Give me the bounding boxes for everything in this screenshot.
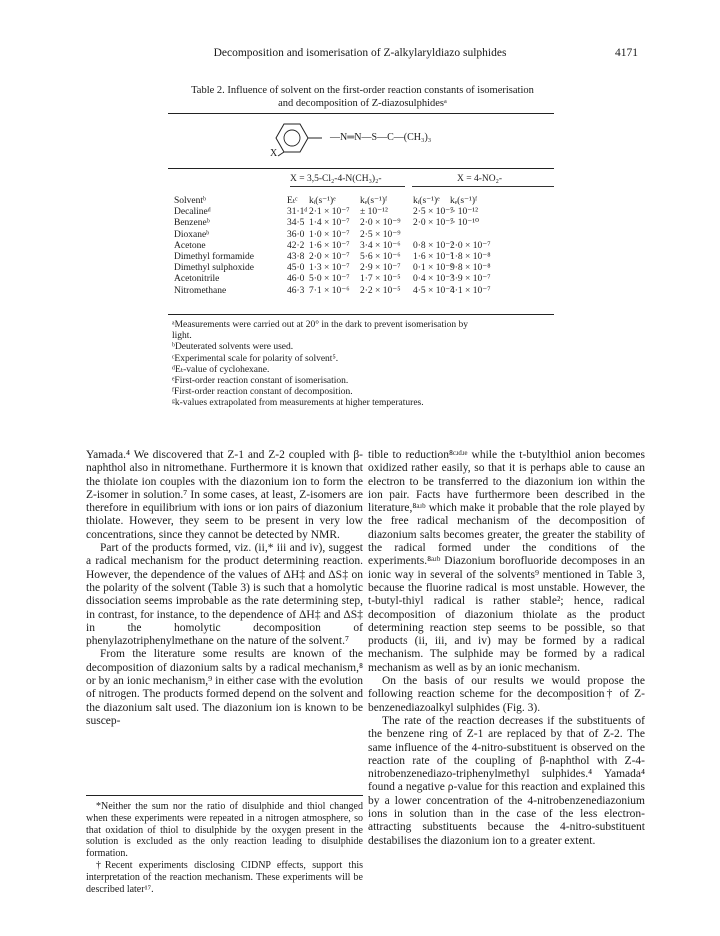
page-footnote: *Neither the sum nor the ratio of disulphide and thiol changed when these experiments were repeated in a nitrogen atmosphere, so that oxidation of thiol to disulphide by the oxygen present in the solution is excluded as the only reaction leading to disulphide formation. xyxy=(86,801,363,860)
header-cell: kᵢ(s⁻¹)ᵉ xyxy=(413,196,440,206)
table-cell: > 10⁻¹² xyxy=(450,207,478,218)
table-row xyxy=(174,230,554,241)
running-title: Decomposition and isomerisation of Z-alkylaryldiazo sulphides xyxy=(213,47,507,59)
table-cell: 7·1 × 10⁻⁶ xyxy=(309,285,350,296)
structure-substituent: X xyxy=(270,148,278,159)
table-cell: 3·4 × 10⁻⁶ xyxy=(360,240,401,251)
table-caption xyxy=(170,84,555,110)
table-cell: Dimethyl formamide xyxy=(174,251,254,262)
paragraph: Part of the products formed, viz. (ii,* iii and iv), suggest a radical mechanism for the product determining reaction. However, the dependence of the values of ΔH‡ and ΔS‡ on the polarity of the solvent (Table 3) is such that a homolytic dissociation seems improbable as the rate determining step, in contrast, for instance, to the dependence of ΔH‡ and ΔS‡ in the homolytic decomposition of phenylazotriphenylmethane on the nature of the solvent.⁷ xyxy=(86,542,363,648)
table-footnote: ᵃMeasurements were carried out at 20° in the dark to prevent isomerisation by xyxy=(172,320,469,330)
table-cell: 1·6 × 10⁻⁷ xyxy=(309,240,350,251)
table-body xyxy=(174,207,554,297)
table-cell: 43·8 xyxy=(287,251,305,262)
header-cell: Solventᵇ xyxy=(174,196,206,206)
page-footnotes xyxy=(86,801,363,895)
table-cell: 2·2 × 10⁻⁵ xyxy=(360,285,401,296)
header-cell: kₑ(s⁻¹)ᶠ xyxy=(360,196,388,206)
page-footnote: †Recent experiments disclosing CIDNP effects, support this interpretation of the reaction mechanism. These experiments will be described later¹⁷. xyxy=(86,859,363,895)
table-cell: 0·8 × 10⁻⁷ xyxy=(413,240,454,251)
table-cell: Acetone xyxy=(174,240,206,251)
table-bottom-rule xyxy=(168,314,554,315)
table-row xyxy=(174,218,554,229)
table-cell: 1·6 × 10⁻⁷ xyxy=(413,251,454,262)
table-footnote: ᶠFirst-order reaction constant of decomposition. xyxy=(172,387,353,398)
table-caption-line: and decomposition of Z-diazosulphidesᵃ xyxy=(278,98,447,109)
table-row xyxy=(174,241,554,252)
table-cell: 46·3 xyxy=(287,285,305,296)
table-cell: 42·2 xyxy=(287,240,305,251)
table-cell: Nitromethane xyxy=(174,285,227,296)
data-table xyxy=(174,196,554,297)
table-cell: 2·0 × 10⁻⁷ xyxy=(450,240,491,251)
table-cell: Dimethyl sulphoxide xyxy=(174,263,254,274)
table-cell: 5·6 × 10⁻⁶ xyxy=(360,251,401,262)
table-cell: ± 10⁻¹² xyxy=(360,207,388,218)
table-cell: 4·1 × 10⁻⁷ xyxy=(450,285,491,296)
table-row xyxy=(174,207,554,218)
group-header-dichloro: X = 3,5-Cl₂-4-N(CH₃)₂- xyxy=(290,174,382,184)
structure-formula xyxy=(260,118,480,163)
table-cell: 2·0 × 10⁻⁹ xyxy=(360,218,401,229)
table-cell: 2·0 × 10⁻⁷ xyxy=(309,251,350,262)
table-row xyxy=(174,274,554,285)
structure-chain: —N═N—S—C—(CH₃)₃ xyxy=(330,132,432,143)
table-mid-rule xyxy=(168,168,554,169)
group-underline xyxy=(290,186,405,187)
table-cell: 0·4 × 10⁻⁷ xyxy=(413,274,454,285)
paragraph: Yamada.⁴ We discovered that Z-1 and Z-2 coupled with β-naphthol also in nitromethane. Furthermore it is known that the thiolate ion couples with the diazonium ion to form the Z-isomer in solution.⁷ In some cases, at least, Z-isomers are therefore in equilibrium with ions or ion pairs of diazonium thiolate. However, they seem to be present in very low concentrations, since they cannot be detected by NMR. xyxy=(86,449,363,541)
paragraph: On the basis of our results we would propose the following reaction scheme for the decomposition† of Z-benzenediazoalkyl sulphides (Fig. 3). xyxy=(368,675,645,714)
footnote-rule xyxy=(86,795,363,796)
table-footnote: light. xyxy=(172,331,192,342)
table-footnote: ᵇDeuterated solvents were used. xyxy=(172,342,294,353)
table-cell: 45·0 xyxy=(287,263,305,274)
table-cell: 1·8 × 10⁻⁸ xyxy=(450,251,491,262)
table-row xyxy=(174,263,554,274)
table-cell: 2·9 × 10⁻⁷ xyxy=(360,263,401,274)
table-cell: 1·4 × 10⁻⁷ xyxy=(309,218,350,229)
table-cell: 46·0 xyxy=(287,274,305,285)
header-cell: kᵢ(s⁻¹)ᵉ xyxy=(309,196,336,206)
table-top-rule xyxy=(168,113,554,114)
table-cell: Benzeneᵇ xyxy=(174,218,210,229)
table-header-row xyxy=(174,196,554,207)
table-cell: 2·0 × 10⁻⁷ xyxy=(413,218,454,229)
table-cell: 34·5 xyxy=(287,218,305,229)
paragraph: From the literature some results are known of the decomposition of diazonium salts by a radical mechanism,⁸ or by an ionic mechanism,⁹ in either case with the evolution of nitrogen. The products formed depend on the solvent and the diazonium salt used. The diazonium ion is known to be suscep- xyxy=(86,648,363,727)
table-cell: 2·5 × 10⁻⁹ xyxy=(360,229,401,240)
group-underline xyxy=(412,186,554,187)
table-footnotes xyxy=(172,320,552,410)
paragraph: The rate of the reaction decreases if the substituents of the benzene ring of Z-1 are replaced by that of Z-2. The same influence of the 4-nitro-substituent is observed on the reaction rate of the coupling of β-naphthol with Z-4-nitrobenzenediazo-triphenylmethyl sulphides.⁴ Yamada⁴ found a negative ρ-value for this reaction and explained this by a lower concentration of the 4-nitrobenzenediazonium ions in solution than in the case of the less electron-attracting substituents because the 4-nitro-substituent destabilises the diazonium ion to a greater extent. xyxy=(368,714,645,847)
page-number: 4171 xyxy=(615,47,638,59)
body-column-right xyxy=(368,449,645,848)
group-header-nitro: X = 4-NO₂- xyxy=(457,174,503,184)
table-footnote: ᵍk-values extrapolated from measurements at higher temperatures. xyxy=(172,398,424,409)
table-cell: 1·0 × 10⁻⁷ xyxy=(309,229,350,240)
table-cell: 5·0 × 10⁻⁷ xyxy=(309,274,350,285)
table-cell: > 10⁻¹⁰ xyxy=(450,218,479,229)
header-cell: kₑ(s⁻¹)ᶠ xyxy=(450,196,478,206)
table-cell: 9·8 × 10⁻⁸ xyxy=(450,263,491,274)
table-caption-line: Table 2. Influence of solvent on the first-order reaction constants of isomerisation xyxy=(191,85,534,96)
table-cell: Acetonitrile xyxy=(174,274,220,285)
table-footnote: ᵈEₜ-value of cyclohexane. xyxy=(172,364,270,375)
table-cell: 2·1 × 10⁻⁷ xyxy=(309,207,350,218)
table-cell: 1·3 × 10⁻⁷ xyxy=(309,263,350,274)
table-cell: 0·1 × 10⁻⁷ xyxy=(413,263,454,274)
table-cell: 36·0 xyxy=(287,229,305,240)
table-cell: 3·9 × 10⁻⁷ xyxy=(450,274,491,285)
table-cell: 1·7 × 10⁻⁵ xyxy=(360,274,401,285)
table-row xyxy=(174,286,554,297)
table-cell: 2·5 × 10⁻⁷ xyxy=(413,207,454,218)
table-cell: 4·5 × 10⁻⁷ xyxy=(413,285,454,296)
header-cell: Eₜᶜ xyxy=(287,196,298,206)
paragraph: tible to reduction⁸ᶜʴᵈʴᵉ while the t-butylthiol anion becomes oxidized rather easily, so that it is perhaps able to cause an electron to be transferred to the diazonium ion within the ion pair. Facts have furthermore been described in the literature,⁸ᵃʴᵇ which make it probable that the role played by the free radical mechanism of the decomposition of diazonium salts becomes greater, the greater the stability of the radical formed under the conditions of the experiments.⁸ᵃʴᵇ Diazonium borofluoride decomposes in an ionic way in several of the solvents⁹ mentioned in Table 3, because the fluorine radical is most unstable. However, the t-butyl-thiyl radical is rather stable²; hence, radical decomposition of diazonium thiolate as the product determining reaction step seems to be possible, so that products (ii, iii, and iv) may be formed by a radical mechanism. The sulphide may be formed by a radical mechanism as well as by an ionic mechanism. xyxy=(368,449,645,674)
table-cell: Decalineᵈ xyxy=(174,207,211,218)
table-footnote: ᵉFirst-order reaction constant of isomerisation. xyxy=(172,376,349,387)
table-footnote: ᶜExperimental scale for polarity of solvent⁵. xyxy=(172,353,339,364)
table-row xyxy=(174,252,554,263)
table-cell: 31·1ᵈ xyxy=(287,207,308,218)
running-head xyxy=(0,47,720,63)
body-column-left xyxy=(86,449,363,728)
table-cell: Dioxaneᵇ xyxy=(174,229,210,240)
